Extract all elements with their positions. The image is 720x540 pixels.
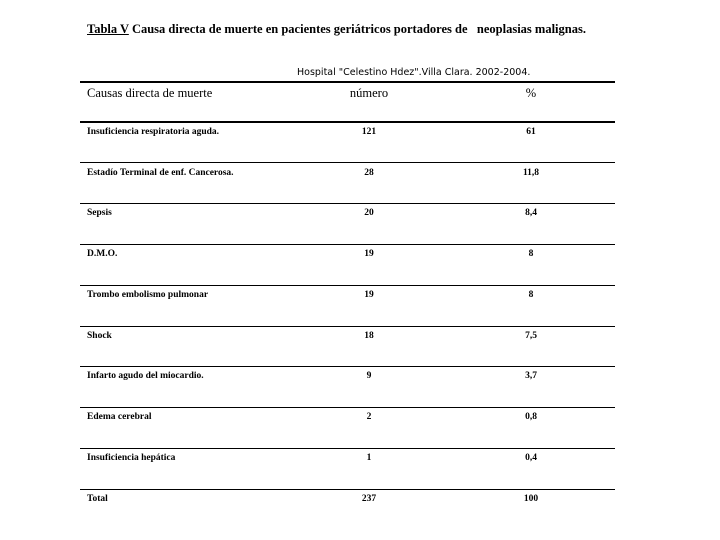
header-number: número	[349, 86, 389, 100]
row-divider	[80, 407, 615, 408]
table-subtitle: Hospital "Celestino Hdez".Villa Clara. 2002-2004.	[297, 67, 531, 78]
row-number: 121	[361, 127, 377, 137]
row-divider	[80, 285, 615, 286]
row-divider	[80, 448, 615, 449]
row-percent: 8	[528, 249, 534, 259]
row-number: 20	[364, 208, 374, 218]
row-cause: D.M.O.	[87, 249, 118, 259]
row-percent: 0,8	[525, 412, 537, 422]
row-cause: Shock	[87, 331, 112, 341]
header-percent: %	[525, 86, 537, 100]
row-percent: 8	[528, 290, 534, 300]
row-percent: 3,7	[525, 371, 537, 381]
header-cause: Causas directa de muerte	[87, 86, 213, 100]
row-divider	[80, 244, 615, 245]
row-divider	[80, 366, 615, 367]
row-cause: Infarto agudo del miocardio.	[87, 371, 204, 381]
row-percent: 7,5	[525, 331, 537, 341]
row-number: 1	[366, 453, 372, 463]
row-cause: Sepsis	[87, 208, 112, 218]
table-label: Tabla V	[87, 22, 129, 36]
row-number: 9	[366, 371, 372, 381]
row-cause: Insuficiencia respiratoria aguda.	[87, 127, 220, 137]
row-number: 19	[364, 249, 374, 259]
row-divider	[80, 162, 615, 163]
row-divider	[80, 489, 615, 490]
row-number: 237	[361, 494, 377, 504]
row-number: 18	[364, 331, 374, 341]
row-percent: 100	[523, 494, 539, 504]
row-number: 2	[366, 412, 372, 422]
row-percent: 0,4	[525, 453, 537, 463]
row-percent: 8,4	[525, 208, 537, 218]
row-divider	[80, 326, 615, 327]
top-rule	[80, 81, 615, 83]
row-cause: Edema cerebral	[87, 412, 152, 422]
row-number: 28	[364, 168, 374, 178]
row-percent: 61	[526, 127, 536, 137]
header-rule	[80, 121, 615, 123]
table-title	[87, 22, 586, 37]
row-divider	[80, 203, 615, 204]
row-cause: Total	[87, 494, 108, 504]
row-number: 19	[364, 290, 374, 300]
row-cause: Estadío Terminal de enf. Cancerosa.	[87, 168, 234, 178]
row-cause: Trombo embolismo pulmonar	[87, 290, 209, 300]
table-caption: Causa directa de muerte en pacientes geriátricos portadores de neoplasias malignas.	[128, 22, 586, 36]
row-cause: Insuficiencia hepática	[87, 453, 176, 463]
row-percent: 11,8	[522, 168, 540, 178]
